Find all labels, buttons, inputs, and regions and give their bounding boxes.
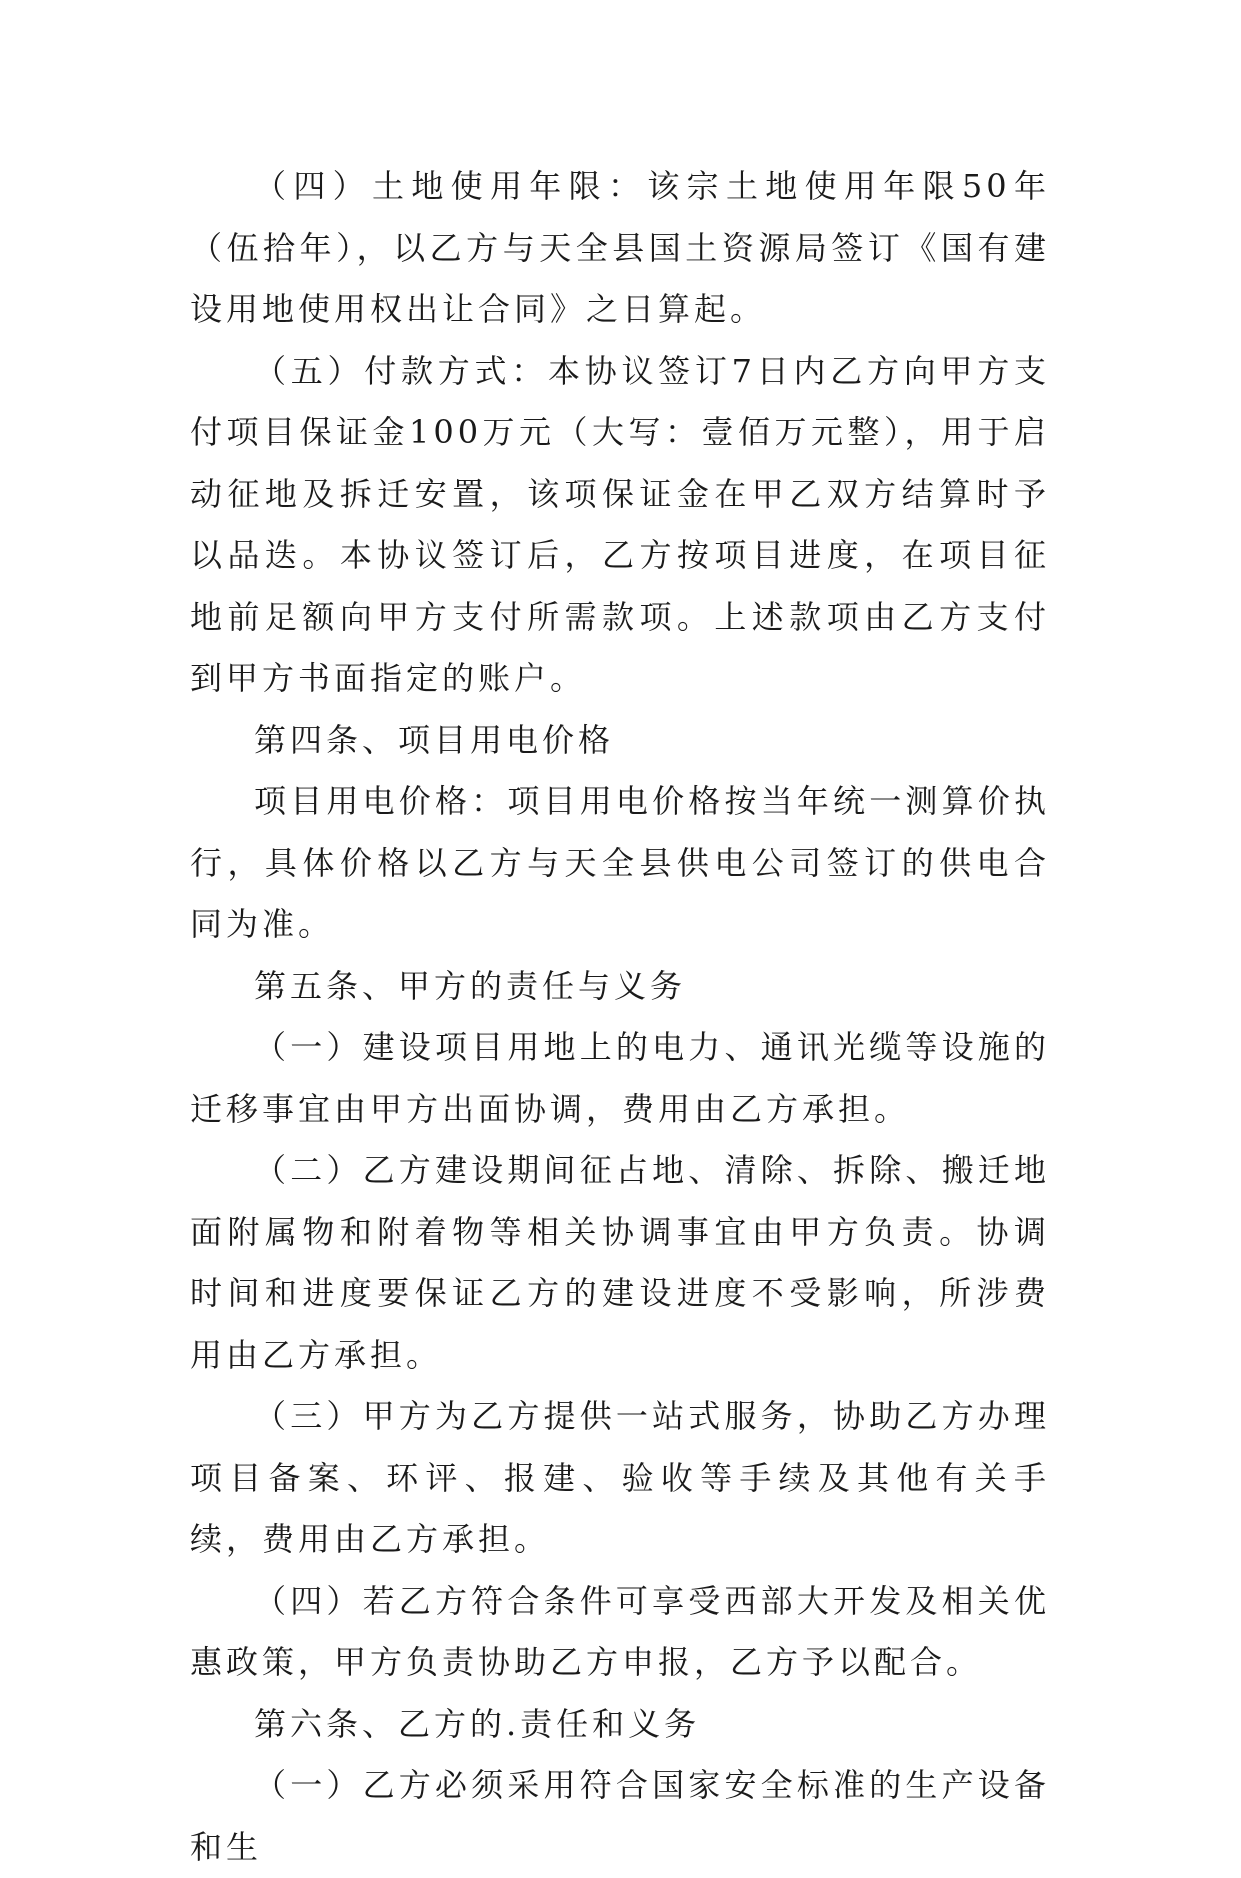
heading-article-5: 第五条、甲方的责任与义务 (254, 966, 687, 1005)
paragraph-land-use-term: （四）土地使用年限：该宗土地使用年限50年（伍拾年），以乙方与天全县国土资源局签订《国有建设用地使用权出让合同》之日算起。 (190, 167, 1050, 328)
document-body (190, 156, 1050, 1878)
heading-article-6: 第六条、乙方的.责任和义务 (254, 1704, 701, 1743)
paragraph-party-a-duty-3: （三）甲方为乙方提供一站式服务，协助乙方办理项目备案、环评、报建、验收等手续及其他有关手续，费用由乙方承担。 (190, 1397, 1050, 1558)
paragraph-electricity-price: 项目用电价格：项目用电价格按当年统一测算价执行，具体价格以乙方与天全县供电公司签订的供电合同为准。 (190, 782, 1050, 943)
paragraph-payment-method: （五）付款方式：本协议签订7日内乙方向甲方支付项目保证金100万元（大写：壹佰万元整），用于启动征地及拆迁安置，该项保证金在甲乙双方结算时予以品迭。本协议签订后，乙方按项目进度，在项目征地前足额向甲方支付所需款项。上述款项由乙方支付到甲方书面指定的账户。 (190, 351, 1050, 697)
paragraph-party-b-duty-1: （一）乙方必须采用符合国家安全标准的生产设备和生 (190, 1766, 1050, 1866)
paragraph-party-a-duty-2: （二）乙方建设期间征占地、清除、拆除、搬迁地面附属物和附着物等相关协调事宜由甲方负责。协调时间和进度要保证乙方的建设进度不受影响，所涉费用由乙方承担。 (190, 1151, 1050, 1374)
paragraph-party-a-duty-1: （一）建设项目用地上的电力、通讯光缆等设施的迁移事宜由甲方出面协调，费用由乙方承担。 (190, 1028, 1050, 1128)
paragraph-party-a-duty-4: （四）若乙方符合条件可享受西部大开发及相关优惠政策，甲方负责协助乙方申报，乙方予以配合。 (190, 1581, 1050, 1681)
heading-article-4: 第四条、项目用电价格 (254, 720, 615, 759)
